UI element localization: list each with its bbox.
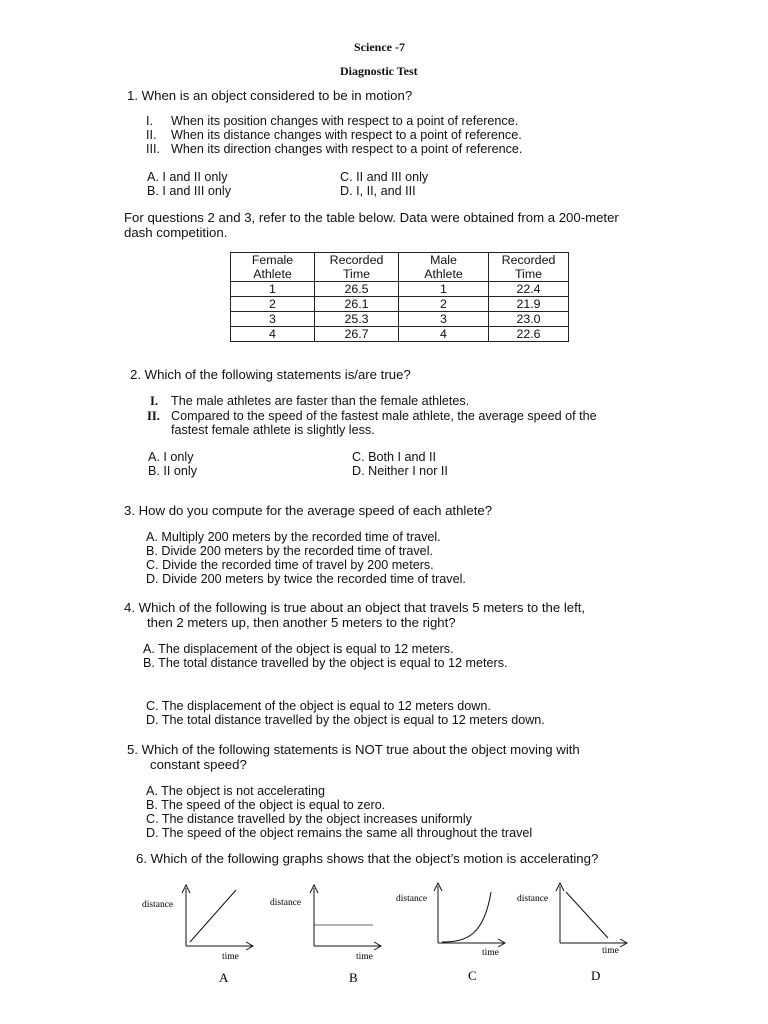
graph-c-ylabel: distance [396,894,428,904]
table-row: 4 26.7 4 22.6 [231,327,569,342]
table-header: Female Athlete [231,253,315,282]
table-row: 1 26.5 1 22.4 [231,282,569,297]
q3-choice-a[interactable]: A. Multiply 200 meters by the recorded time of travel. [146,530,441,544]
q4-stem: 4. Which of the following is true about an object that travels 5 meters to the left, [124,600,586,615]
q1-choice-a[interactable]: A. I and II only [147,170,228,184]
q5-choice-b[interactable]: B. The speed of the object is equal to zero. [146,798,386,812]
intro-line-2: dash competition. [124,225,228,240]
table-row: 2 26.1 2 21.9 [231,297,569,312]
graph-d-letter[interactable]: D [591,968,601,983]
q3-choice-c[interactable]: C. Divide the recorded time of travel by 200 meters. [146,558,434,572]
graph-b-ylabel: distance [270,898,302,908]
q5-choice-c[interactable]: C. The distance travelled by the object increases uniformly [146,812,472,826]
subject-title: Science -7 [354,40,405,54]
q2-stem: 2. Which of the following statements is/are true? [130,367,411,382]
q2-stmt: fastest female athlete is slightly less. [171,423,375,437]
q1-stmt: When its distance changes with respect to a point of reference. [171,128,522,142]
q2-stmt-num: I. [150,394,159,408]
q1-stmt-num: III. [146,142,160,156]
graph-c [392,880,512,990]
intro-line-1: For questions 2 and 3, refer to the table below. Data were obtained from a 200-meter [124,210,619,225]
graph-d-line [566,892,608,938]
test-title: Diagnostic Test [340,64,418,78]
graph-a-line [190,890,236,942]
q4-stem-cont: then 2 meters up, then another 5 meters to the right? [147,615,456,630]
graph-d [514,880,634,990]
graph-c-xlabel: time [482,948,499,958]
graph-b-letter[interactable]: B [349,970,358,985]
table-row: 3 25.3 3 23.0 [231,312,569,327]
graph-c-curve [442,892,491,942]
graph-c-letter[interactable]: C [468,968,477,983]
q5-choice-d[interactable]: D. The speed of the object remains the same all throughout the travel [146,826,533,840]
q1-stmt: When its direction changes with respect to a point of reference. [171,142,523,156]
table-header: Male Athlete [399,253,489,282]
q5-choice-a[interactable]: A. The object is not accelerating [146,784,325,798]
q4-choice-a[interactable]: A. The displacement of the object is equal to 12 meters. [143,642,454,656]
table-header: Recorded Time [489,253,569,282]
q1-stmt: When its position changes with respect to a point of reference. [171,114,519,128]
q3-choice-b[interactable]: B. Divide 200 meters by the recorded time of travel. [146,544,433,558]
q2-choice-b[interactable]: B. II only [148,464,197,478]
q2-stmt: The male athletes are faster than the female athletes. [171,394,470,408]
graph-a [140,880,260,990]
graph-a-ylabel: distance [142,900,174,910]
q2-choice-c[interactable]: C. Both I and II [352,450,437,464]
q1-stem: 1. When is an object considered to be in motion? [127,88,413,103]
q2-stmt: Compared to the speed of the fastest male athlete, the average speed of the [171,409,597,423]
graph-a-letter[interactable]: A [219,970,229,985]
q1-stmt-num: II. [146,128,157,142]
q4-choice-d[interactable]: D. The total distance travelled by the object is equal to 12 meters down. [146,713,545,727]
q1-choice-b[interactable]: B. I and III only [147,184,232,198]
q2-stmt-num: II. [147,409,160,423]
time-table [230,252,569,342]
q1-choice-c[interactable]: C. II and III only [340,170,429,184]
table-header: Recorded Time [315,253,399,282]
q2-choice-d[interactable]: D. Neither I nor II [352,464,448,478]
q5-stem-cont: constant speed? [150,757,247,772]
q5-stem: 5. Which of the following statements is NOT true about the object moving with [127,742,580,757]
q1-stmt-num: I. [146,114,153,128]
q6-stem: 6. Which of the following graphs shows that the object’s motion is accelerating? [136,851,599,866]
graph-d-xlabel: time [602,946,619,956]
q4-choice-c[interactable]: C. The displacement of the object is equal to 12 meters down. [146,699,491,713]
q3-stem: 3. How do you compute for the average speed of each athlete? [124,503,493,518]
q4-choice-b[interactable]: B. The total distance travelled by the object is equal to 12 meters. [143,656,508,670]
graph-b-xlabel: time [356,952,373,962]
graph-b [268,880,388,990]
q3-choice-d[interactable]: D. Divide 200 meters by twice the recorded time of travel. [146,572,466,586]
q2-choice-a[interactable]: A. I only [148,450,194,464]
graph-a-xlabel: time [222,952,239,962]
graph-d-ylabel: distance [517,894,549,904]
q1-choice-d[interactable]: D. I, II, and III [340,184,416,198]
